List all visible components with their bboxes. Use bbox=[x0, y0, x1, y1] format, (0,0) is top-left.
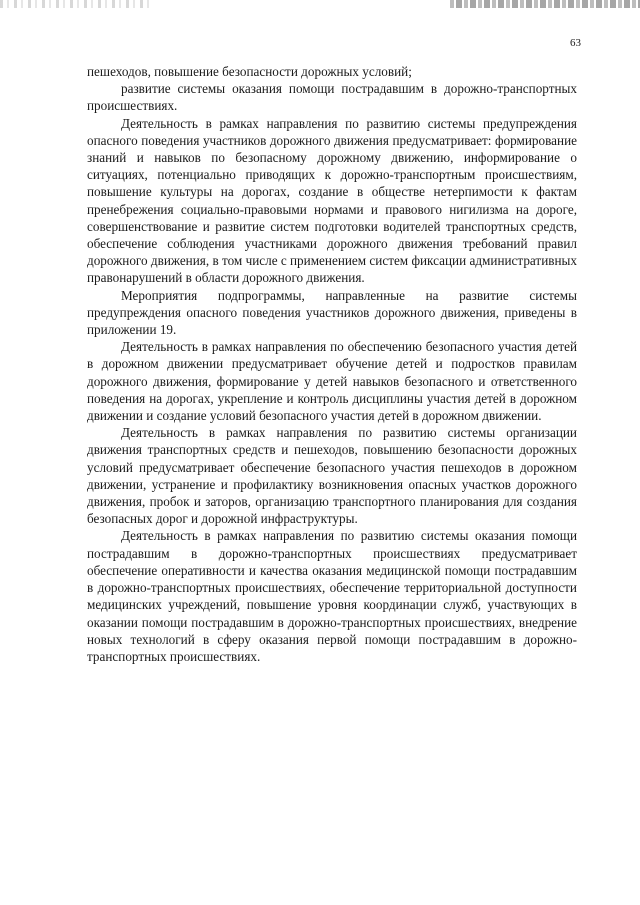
paragraph-traffic-organization: Деятельность в рамках направления по развитию системы организации движения транспортных средств и пешеходов, повышению безопасности дорожных условий предусматривает обеспечение безопасного участия пешеходов в дорожном движении, устранение и профилактику возникновения опасных участков дорожного движения, пробок и заторов, организацию транспортного планирования для создания безопасных дорог и дорожной инфраструктуры. bbox=[87, 425, 577, 527]
document-body bbox=[87, 63, 577, 665]
paragraph-continuation: пешеходов, повышение безопасности дорожных условий; bbox=[87, 64, 412, 79]
paragraph-children-safety: Деятельность в рамках направления по обеспечению безопасного участия детей в дорожном движении предусматривает обучение детей и подростков правилам дорожного движения, формирование у детей навыков безопасного и ответственного поведения на дорогах, укрепление и контроль дисциплины участия детей в дорожном движении и создание условий безопасного участия детей в дорожном движении. bbox=[87, 339, 577, 424]
scan-artifact-top-left bbox=[0, 0, 150, 8]
scan-artifact-top-right bbox=[450, 0, 640, 8]
page-number: 63 bbox=[570, 37, 581, 49]
paragraph-victim-assistance: Деятельность в рамках направления по развитию системы оказания помощи пострадавшим в дорожно-транспортных происшествиях предусматривает обеспечение оперативности и качества оказания медицинской помощи пострадавшим в дорожно-транспортных происшествиях, обеспечение территориальной доступности медицинских учреждений, повышение уровня координации служб, участвующих в оказании помощи пострадавшим в дорожно-транспортных происшествиях, внедрение новых технологий в сферу оказания первой помощи пострадавшим в дорожно-транспортных происшествиях. bbox=[87, 528, 577, 664]
paragraph-medical-help-item: развитие системы оказания помощи пострадавшим в дорожно-транспортных происшествиях. bbox=[87, 81, 577, 114]
paragraph-dangerous-behavior: Деятельность в рамках направления по развитию системы предупреждения опасного поведения участников дорожного движения предусматривает: формирование знаний и навыков по безопасному дорожному движению, информирование о ситуациях, потенциально приводящих к дорожно-транспортным происшествиям, повышение культуры на дорогах, создание в обществе нетерпимости к фактам пренебрежения социально-правовыми нормами и правового нигилизма на дороге, совершенствование и развитие систем подготовки водителей транспортных средств, обеспечение соблюдения участниками дорожного движения требований правил дорожного движения, в том числе с применением систем фиксации административных правонарушений в области дорожного движения. bbox=[87, 115, 577, 286]
paragraph-subprogram-measures: Мероприятия подпрограммы, направленные на развитие системы предупреждения опасного поведения участников дорожного движения, приведены в приложении 19. bbox=[87, 287, 577, 338]
